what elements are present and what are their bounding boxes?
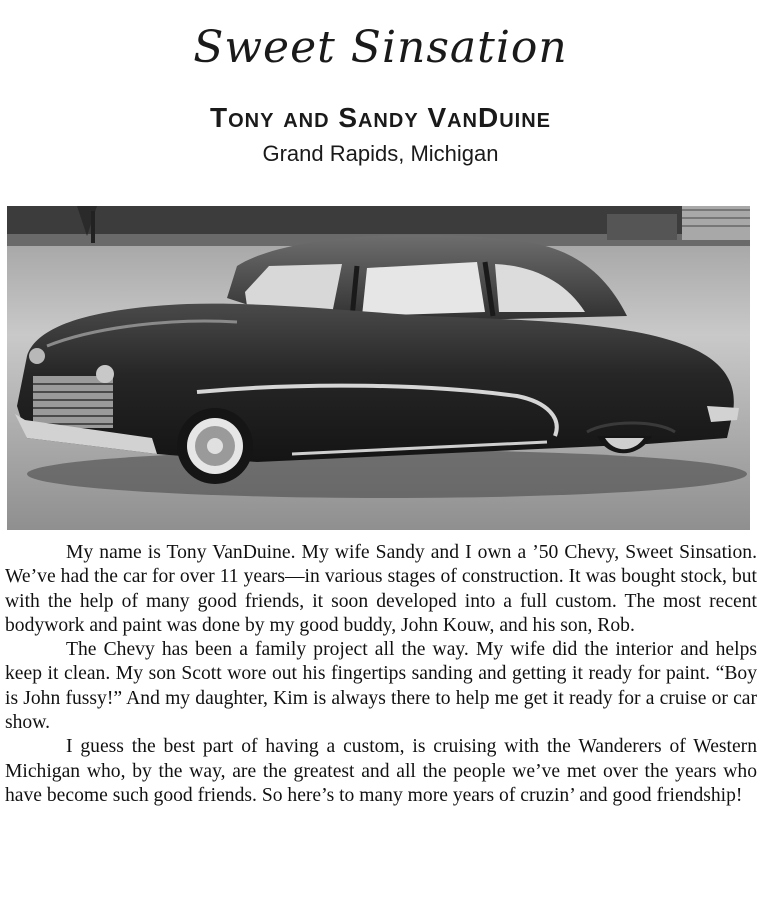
owner-location: Grand Rapids, Michigan — [262, 141, 499, 166]
article-paragraph: The Chevy has been a family project all the way. My wife did the interior and helps keep it clean. My son Scott wore out his fingertips sanding and getting it ready for paint. “Boy is John fussy!” And my daughter, Kim is always there to help me get it ready for a cruise or car show. — [5, 639, 757, 734]
car-photo — [7, 206, 750, 530]
article-title: Sweet Sinsation — [193, 22, 568, 73]
owner-names: Tony and Sandy VanDuine — [209, 102, 552, 133]
article-paragraph: My name is Tony VanDuine. My wife Sandy and I own a ’50 Chevy, Sweet Sinsation. We’ve had the car for over 11 years—in various stages of construction. It was bought stock, but with the help of many good friends, it soon developed into a full custom. The most recent bodywork and paint was done by my good buddy, John Kouw, and his son, Rob. — [5, 542, 757, 636]
article-body — [5, 541, 757, 808]
article-paragraph: I guess the best part of having a custom, is cruising with the Wanderers of Western Michigan who, by the way, are the greatest and all the people we’ve met over the years who have become such good friends. So here’s to many more years of cruzin’ and good friendship! — [5, 736, 757, 806]
